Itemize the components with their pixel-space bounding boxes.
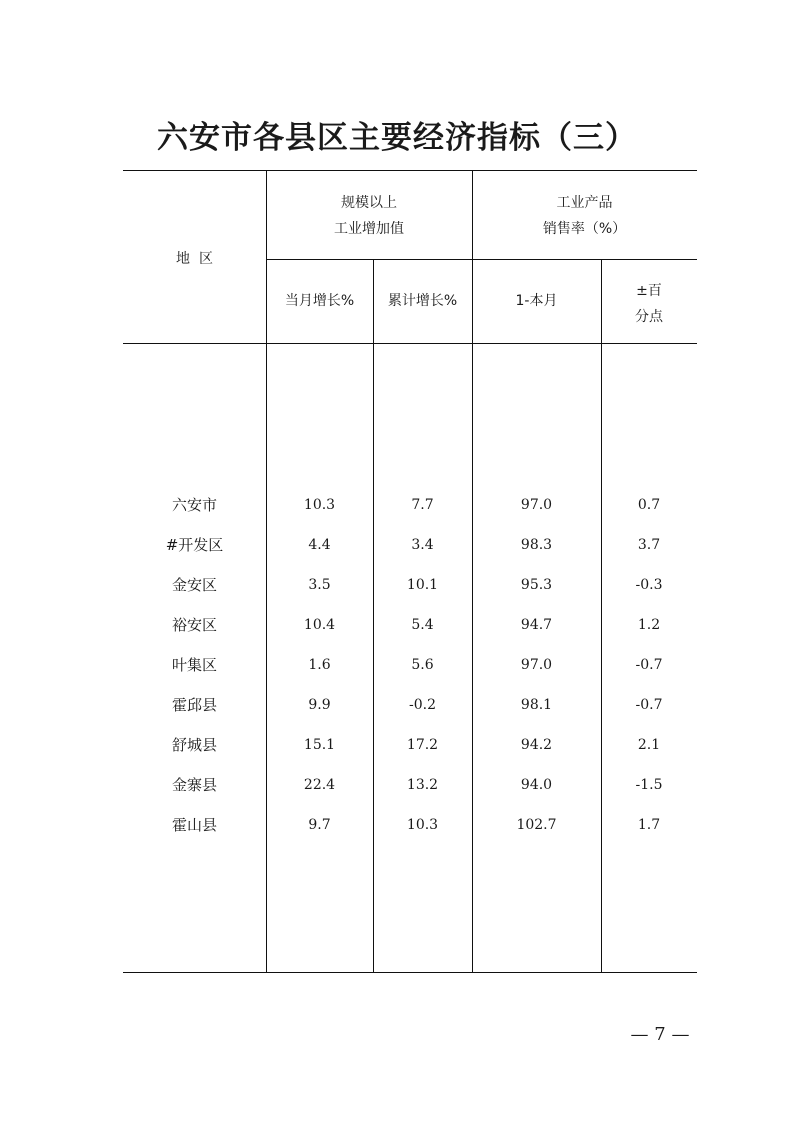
row-region: 六安市 — [171, 496, 217, 514]
row-sales-rate: 94.0 — [520, 777, 553, 793]
row-cumulative-growth: 10.3 — [406, 817, 439, 833]
row-region: 霍山县 — [171, 816, 217, 834]
group-industrial-value-line1: 规模以上 — [341, 195, 397, 211]
row-sales-rate: 98.3 — [520, 537, 553, 553]
group-industrial-value-header — [266, 190, 472, 242]
row-region: 舒城县 — [171, 736, 217, 754]
row-cumulative-growth: 7.7 — [411, 497, 434, 513]
row-percentage-point: -0.7 — [635, 697, 663, 713]
row-cumulative-growth: 5.6 — [411, 657, 434, 673]
row-cumulative-growth: 17.2 — [406, 737, 439, 753]
row-percentage-point: -1.5 — [635, 777, 663, 793]
percentage-point-line2: 分点 — [635, 309, 663, 325]
page-number: — 7 — — [630, 1024, 690, 1045]
row-region: 叶集区 — [171, 656, 217, 674]
row-monthly-growth: 9.9 — [308, 697, 331, 713]
row-monthly-growth: 3.5 — [308, 577, 331, 593]
row-region: 金安区 — [171, 576, 217, 594]
row-region: #开发区 — [165, 536, 224, 554]
group-sales-rate-line2: 销售率（%） — [542, 221, 627, 237]
row-percentage-point: 1.7 — [637, 817, 661, 833]
row-percentage-point: 2.1 — [637, 737, 661, 753]
row-percentage-point: -0.3 — [635, 577, 663, 593]
row-monthly-growth: 22.4 — [303, 777, 336, 793]
row-monthly-growth: 1.6 — [308, 657, 331, 673]
row-sales-rate: 97.0 — [520, 497, 553, 513]
row-cumulative-growth: -0.2 — [409, 697, 436, 713]
row-cumulative-growth: 5.4 — [411, 617, 434, 633]
group-sales-rate-header — [472, 190, 697, 242]
row-cumulative-growth: 10.1 — [406, 577, 439, 593]
row-percentage-point: 0.7 — [637, 497, 661, 513]
percentage-point-line1: ±百 — [636, 283, 662, 299]
row-percentage-point: 3.7 — [637, 537, 661, 553]
row-sales-rate: 95.3 — [520, 577, 553, 593]
region-header: 地 区 — [176, 251, 213, 267]
row-cumulative-growth: 13.2 — [406, 777, 439, 793]
table-bottom-rule — [123, 972, 697, 973]
row-sales-rate: 97.0 — [520, 657, 553, 673]
row-monthly-growth: 4.4 — [308, 537, 331, 553]
group-industrial-value-line2: 工业增加值 — [334, 221, 404, 237]
group-sales-rate-line1: 工业产品 — [556, 195, 613, 211]
row-region: 金寨县 — [171, 776, 217, 794]
row-monthly-growth: 9.7 — [308, 817, 331, 833]
period-range-header: 1-本月 — [515, 293, 558, 309]
page-title: 六安市各县区主要经济指标（三） — [157, 120, 637, 156]
row-region: 霍邱县 — [171, 696, 217, 714]
group-divider-rule — [266, 259, 697, 260]
row-sales-rate: 94.2 — [520, 737, 553, 753]
row-monthly-growth: 15.1 — [303, 737, 336, 753]
row-region: 裕安区 — [171, 616, 217, 634]
row-monthly-growth: 10.3 — [303, 497, 336, 513]
monthly-growth-header: 当月增长% — [284, 293, 355, 309]
row-sales-rate: 94.7 — [520, 617, 553, 633]
row-monthly-growth: 10.4 — [303, 617, 336, 633]
cumulative-growth-header: 累计增长% — [387, 293, 458, 309]
row-cumulative-growth: 3.4 — [411, 537, 434, 553]
percentage-point-header — [601, 278, 697, 330]
table-top-rule — [123, 170, 697, 171]
row-percentage-point: -0.7 — [635, 657, 663, 673]
header-bottom-rule — [123, 343, 697, 344]
row-sales-rate: 102.7 — [516, 817, 557, 833]
row-percentage-point: 1.2 — [637, 617, 661, 633]
row-sales-rate: 98.1 — [520, 697, 553, 713]
